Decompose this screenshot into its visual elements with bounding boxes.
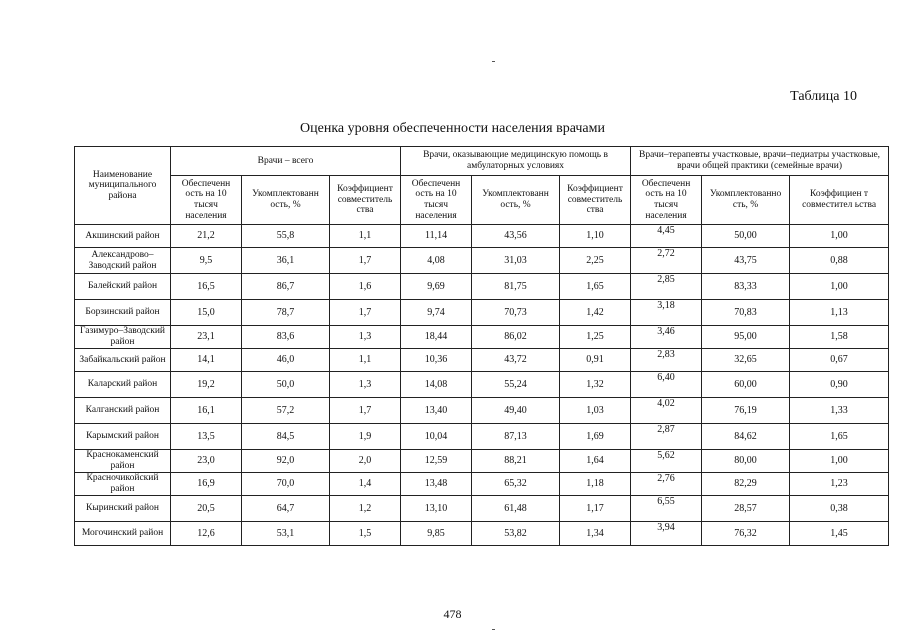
cell-outpatient-coefficient: 1,34 (560, 522, 631, 546)
header-group-all-doctors: Врачи – всего (171, 147, 401, 176)
cell-primary-provision: 4,02 (631, 398, 702, 424)
header-group-primary-care-doctors: Врачи–терапевты участковые, врачи–педиатры участковые, врачи общей практики (семейные врачи) (631, 147, 889, 176)
cell-outpatient-provision: 13,40 (401, 398, 472, 424)
cell-all-staffing: 84,5 (242, 424, 330, 450)
cell-outpatient-provision: 18,44 (401, 326, 472, 349)
cell-primary-provision: 4,45 (631, 225, 702, 248)
cell-primary-staffing: 76,32 (702, 522, 790, 546)
physicians-provision-table (74, 146, 889, 546)
cell-outpatient-coefficient: 1,69 (560, 424, 631, 450)
cell-all-provision: 14,1 (171, 349, 242, 372)
cell-primary-coefficient: 0,38 (790, 496, 889, 522)
cell-district-name: Карымский район (75, 424, 171, 450)
header-coefficient: Коэффициент совместитель ства (330, 176, 401, 225)
cell-outpatient-coefficient: 1,17 (560, 496, 631, 522)
table-body (75, 225, 889, 546)
cell-primary-coefficient: 1,00 (790, 225, 889, 248)
cell-outpatient-coefficient: 2,25 (560, 248, 631, 274)
cell-all-staffing: 57,2 (242, 398, 330, 424)
cell-outpatient-provision: 4,08 (401, 248, 472, 274)
cell-outpatient-staffing: 81,75 (472, 274, 560, 300)
cell-all-provision: 19,2 (171, 372, 242, 398)
cell-outpatient-coefficient: 1,65 (560, 274, 631, 300)
cell-outpatient-coefficient: 1,10 (560, 225, 631, 248)
cell-all-provision: 21,2 (171, 225, 242, 248)
cell-all-coefficient: 1,9 (330, 424, 401, 450)
table-row (75, 349, 889, 372)
table-row (75, 300, 889, 326)
cell-outpatient-provision: 13,10 (401, 496, 472, 522)
cell-all-provision: 23,0 (171, 450, 242, 473)
scan-speck (492, 61, 495, 62)
cell-primary-provision: 3,46 (631, 326, 702, 349)
cell-primary-staffing: 84,62 (702, 424, 790, 450)
cell-outpatient-coefficient: 0,91 (560, 349, 631, 372)
cell-primary-provision: 2,85 (631, 274, 702, 300)
cell-outpatient-provision: 10,04 (401, 424, 472, 450)
cell-all-coefficient: 1,3 (330, 372, 401, 398)
cell-district-name: Александрово–Заводский район (75, 248, 171, 274)
cell-primary-coefficient: 1,00 (790, 274, 889, 300)
cell-outpatient-staffing: 70,73 (472, 300, 560, 326)
cell-primary-coefficient: 1,13 (790, 300, 889, 326)
cell-primary-provision: 2,72 (631, 248, 702, 274)
cell-district-name: Краснокаменский район (75, 450, 171, 473)
cell-district-name: Калганский район (75, 398, 171, 424)
cell-all-coefficient: 2,0 (330, 450, 401, 473)
header-staffing: Укомплектованн ость, % (472, 176, 560, 225)
table-row (75, 274, 889, 300)
cell-all-staffing: 55,8 (242, 225, 330, 248)
cell-primary-provision: 3,94 (631, 522, 702, 546)
cell-all-provision: 16,9 (171, 473, 242, 496)
cell-all-staffing: 50,0 (242, 372, 330, 398)
cell-primary-staffing: 50,00 (702, 225, 790, 248)
cell-all-staffing: 86,7 (242, 274, 330, 300)
cell-outpatient-coefficient: 1,25 (560, 326, 631, 349)
cell-district-name: Красночикойский район (75, 473, 171, 496)
cell-primary-coefficient: 0,67 (790, 349, 889, 372)
cell-all-coefficient: 1,3 (330, 326, 401, 349)
cell-all-provision: 23,1 (171, 326, 242, 349)
cell-district-name: Акшинский район (75, 225, 171, 248)
cell-all-coefficient: 1,7 (330, 398, 401, 424)
cell-outpatient-provision: 11,14 (401, 225, 472, 248)
cell-primary-provision: 2,87 (631, 424, 702, 450)
cell-district-name: Газимуро–Заводский район (75, 326, 171, 349)
cell-outpatient-staffing: 87,13 (472, 424, 560, 450)
cell-all-coefficient: 1,7 (330, 248, 401, 274)
cell-all-coefficient: 1,7 (330, 300, 401, 326)
cell-all-provision: 16,1 (171, 398, 242, 424)
header-row-subcolumns (75, 176, 889, 225)
cell-outpatient-staffing: 43,72 (472, 349, 560, 372)
cell-all-coefficient: 1,2 (330, 496, 401, 522)
cell-primary-provision: 6,40 (631, 372, 702, 398)
cell-all-provision: 15,0 (171, 300, 242, 326)
cell-primary-coefficient: 1,58 (790, 326, 889, 349)
cell-all-provision: 16,5 (171, 274, 242, 300)
header-district-name: Наименование муниципального района (75, 147, 171, 225)
cell-outpatient-staffing: 65,32 (472, 473, 560, 496)
cell-outpatient-provision: 9,85 (401, 522, 472, 546)
cell-primary-staffing: 32,65 (702, 349, 790, 372)
header-provision: Обеспеченн ость на 10 тысяч населения (401, 176, 472, 225)
cell-outpatient-staffing: 53,82 (472, 522, 560, 546)
cell-primary-coefficient: 1,23 (790, 473, 889, 496)
cell-outpatient-staffing: 49,40 (472, 398, 560, 424)
scan-speck (492, 629, 495, 630)
cell-primary-coefficient: 0,88 (790, 248, 889, 274)
cell-all-coefficient: 1,1 (330, 225, 401, 248)
cell-all-provision: 12,6 (171, 522, 242, 546)
header-staffing: Укомплектованно сть, % (702, 176, 790, 225)
cell-district-name: Могочинский район (75, 522, 171, 546)
cell-all-staffing: 53,1 (242, 522, 330, 546)
cell-primary-staffing: 82,29 (702, 473, 790, 496)
cell-outpatient-coefficient: 1,32 (560, 372, 631, 398)
cell-primary-provision: 3,18 (631, 300, 702, 326)
header-row-groups (75, 147, 889, 176)
cell-outpatient-staffing: 88,21 (472, 450, 560, 473)
cell-outpatient-staffing: 31,03 (472, 248, 560, 274)
cell-outpatient-provision: 9,74 (401, 300, 472, 326)
cell-primary-staffing: 70,83 (702, 300, 790, 326)
header-staffing: Укомплектованн ость, % (242, 176, 330, 225)
table-row (75, 225, 889, 248)
cell-all-staffing: 70,0 (242, 473, 330, 496)
cell-outpatient-staffing: 43,56 (472, 225, 560, 248)
cell-all-staffing: 78,7 (242, 300, 330, 326)
cell-all-staffing: 36,1 (242, 248, 330, 274)
cell-all-staffing: 92,0 (242, 450, 330, 473)
table-caption: Оценка уровня обеспеченности населения врачами (300, 121, 605, 136)
cell-district-name: Балейский район (75, 274, 171, 300)
cell-all-staffing: 46,0 (242, 349, 330, 372)
cell-outpatient-provision: 12,59 (401, 450, 472, 473)
table-row (75, 522, 889, 546)
cell-all-provision: 9,5 (171, 248, 242, 274)
cell-primary-staffing: 80,00 (702, 450, 790, 473)
cell-all-coefficient: 1,4 (330, 473, 401, 496)
table-row (75, 248, 889, 274)
table-label: Таблица 10 (790, 89, 857, 104)
cell-primary-coefficient: 1,65 (790, 424, 889, 450)
cell-primary-provision: 5,62 (631, 450, 702, 473)
header-group-outpatient-doctors: Врачи, оказывающие медицинскую помощь в амбулаторных условиях (401, 147, 631, 176)
header-provision: Обеспеченн ость на 10 тысяч населения (631, 176, 702, 225)
cell-outpatient-staffing: 61,48 (472, 496, 560, 522)
header-coefficient: Коэффициент совместитель ства (560, 176, 631, 225)
table-row (75, 424, 889, 450)
cell-outpatient-provision: 14,08 (401, 372, 472, 398)
table-row (75, 326, 889, 349)
cell-district-name: Борзинский район (75, 300, 171, 326)
cell-outpatient-coefficient: 1,64 (560, 450, 631, 473)
cell-primary-provision: 6,55 (631, 496, 702, 522)
table-row (75, 496, 889, 522)
cell-primary-provision: 2,76 (631, 473, 702, 496)
cell-outpatient-coefficient: 1,42 (560, 300, 631, 326)
cell-primary-staffing: 76,19 (702, 398, 790, 424)
header-provision: Обеспеченн ость на 10 тысяч населения (171, 176, 242, 225)
cell-all-coefficient: 1,1 (330, 349, 401, 372)
page-number: 478 (443, 607, 462, 621)
cell-district-name: Каларский район (75, 372, 171, 398)
cell-outpatient-staffing: 86,02 (472, 326, 560, 349)
cell-primary-coefficient: 1,45 (790, 522, 889, 546)
cell-outpatient-coefficient: 1,18 (560, 473, 631, 496)
cell-all-provision: 20,5 (171, 496, 242, 522)
cell-all-staffing: 64,7 (242, 496, 330, 522)
cell-primary-coefficient: 1,00 (790, 450, 889, 473)
cell-primary-provision: 2,83 (631, 349, 702, 372)
cell-primary-staffing: 28,57 (702, 496, 790, 522)
cell-primary-staffing: 83,33 (702, 274, 790, 300)
cell-all-staffing: 83,6 (242, 326, 330, 349)
cell-primary-staffing: 43,75 (702, 248, 790, 274)
cell-outpatient-coefficient: 1,03 (560, 398, 631, 424)
cell-primary-coefficient: 1,33 (790, 398, 889, 424)
cell-primary-coefficient: 0,90 (790, 372, 889, 398)
cell-outpatient-staffing: 55,24 (472, 372, 560, 398)
cell-all-provision: 13,5 (171, 424, 242, 450)
cell-district-name: Кыринский район (75, 496, 171, 522)
table-row (75, 398, 889, 424)
cell-all-coefficient: 1,5 (330, 522, 401, 546)
cell-outpatient-provision: 10,36 (401, 349, 472, 372)
cell-primary-staffing: 60,00 (702, 372, 790, 398)
cell-district-name: Забайкальский район (75, 349, 171, 372)
header-coefficient: Коэффициен т совместител ьства (790, 176, 889, 225)
cell-primary-staffing: 95,00 (702, 326, 790, 349)
table-row (75, 473, 889, 496)
cell-outpatient-provision: 13,48 (401, 473, 472, 496)
table-row (75, 450, 889, 473)
table-row (75, 372, 889, 398)
cell-all-coefficient: 1,6 (330, 274, 401, 300)
cell-outpatient-provision: 9,69 (401, 274, 472, 300)
